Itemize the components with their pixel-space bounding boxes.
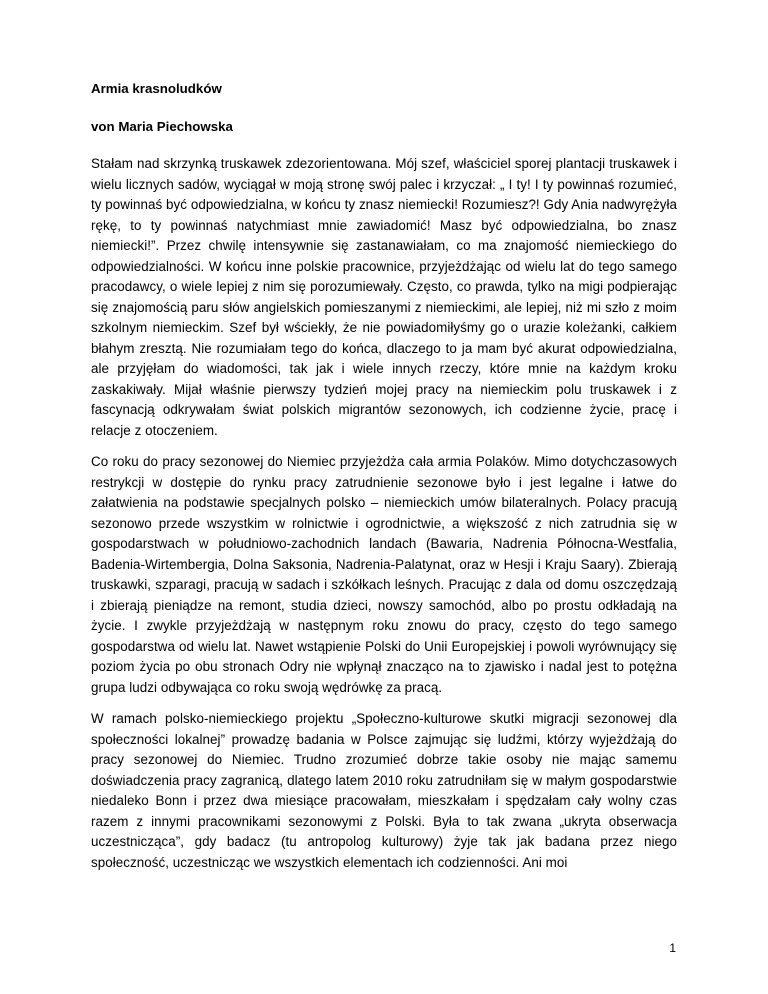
document-title: Armia krasnoludków xyxy=(91,81,222,96)
author-line: von Maria Piechowska xyxy=(91,119,233,134)
paragraph-2: Co roku do pracy sezonowej do Niemiec przyjeżdża cała armia Polaków. Mimo dotychczasowych restrykcji w dostępie do rynku pracy zatrudnienie sezonowe było i jest legalne i łatwe do załatwienia na podstawie specjalnych polsko – niemieckich umów bilateralnych. Polacy pracują sezonowo przede wszystkim w rolnictwie i ogrodnictwie, a większość z nich zatrudnia się w gospodarstwach w południowo-zachodnich landach (Bawaria, Nadrenia Północna-Westfalia, Badenia-Wirtembergia, Dolna Saksonia, Nadrenia-Palatynat, oraz w Hesji i Kraju Saary). Zbierają truskawki, szparagi, pracują w sadach i szkółkach leśnych. Pracując z dala od domu oszczędzają i zbierają pieniądze na remont, studia dzieci, nowszy samochód, albo po prostu odkładają na życie. I zwykle przyjeżdżają w następnym roku znowu do pracy, często do tego samego gospodarstwa od wielu lat. Nawet wstąpienie Polski do Unii Europejskiej i powoli wyrównujący się poziom życia po obu stronach Odry nie wpłynął znacząco na to zjawisko i nadal jest to potężna grupa ludzi odbywająca co roku swoją wędrówkę za pracą. xyxy=(91,454,677,695)
paragraph-1: Stałam nad skrzynką truskawek zdezorientowana. Mój szef, właściciel sporej plantacji truskawek i wielu licznych sadów, wyciągał w moją stronę swój palec i krzyczał: „ I ty! I ty powinnaś rozumieć, ty powinnaś być odpowiedzialna, w końcu ty znasz niemiecki! Rozumiesz?! Gdy Ania nadwyrężyła rękę, to ty powinnaś natychmiast mnie zawiadomić! Masz być odpowiedzialna, bo znasz niemiecki!”. Przez chwilę intensywnie się zastanawiałam, co ma znajomość niemieckiego do odpowiedzialności. W końcu inne polskie pracownice, przyjeżdżając od wielu lat do tego samego pracodawcy, o wiele lepiej z nim się porozumiewały. Często, co prawda, tylko na migi podpierając się znajomością paru słów angielskich pomieszanymi z niemieckimi, ale lepiej, niż mi szło z moim szkolnym niemieckim. Szef był wściekły, że nie powiadomiłyśmy go o urazie koleżanki, całkiem błahym zresztą. Nie rozumiałam tego do końca, dlaczego to ja mam być akurat odpowiedzialna, ale przyjęłam do wiadomości, tak jak i wiele innych rzeczy, które mnie na każdym kroku zaskakiwały. Mijał właśnie pierwszy tydzień mojej pracy na niemieckim polu truskawek i z fascynacją odkrywałam świat polskich migrantów sezonowych, ich codzienne życie, pracę i relacje z otoczeniem. xyxy=(91,156,677,438)
page-number: 1 xyxy=(669,941,676,955)
paragraph-3: W ramach polsko-niemieckiego projektu „Społeczno-kulturowe skutki migracji sezonowej dla społeczności lokalnej” prowadzę badania w Polsce zajmując się ludźmi, którzy wyjeżdżają do pracy sezonowej do Niemiec. Trudno zrozumieć dobrze takie osoby nie mając samemu doświadczenia pracy zagranicą, dlatego latem 2010 roku zatrudniłam się w małym gospodarstwie niedaleko Bonn i przez dwa miesiące pracowałam, mieszkałam i spędzałam cały wolny czas razem z innymi pracownikami sezonowymi z Polski. Była to tak zwana „ukryta obserwacja uczestnicząca”, gdy badacz (tu antropolog kulturowy) żyje tak jak badana przez niego społeczność, uczestnicząc we wszystkich elementach ich codzienności. Ani moi xyxy=(91,711,677,870)
document-body xyxy=(91,80,677,884)
